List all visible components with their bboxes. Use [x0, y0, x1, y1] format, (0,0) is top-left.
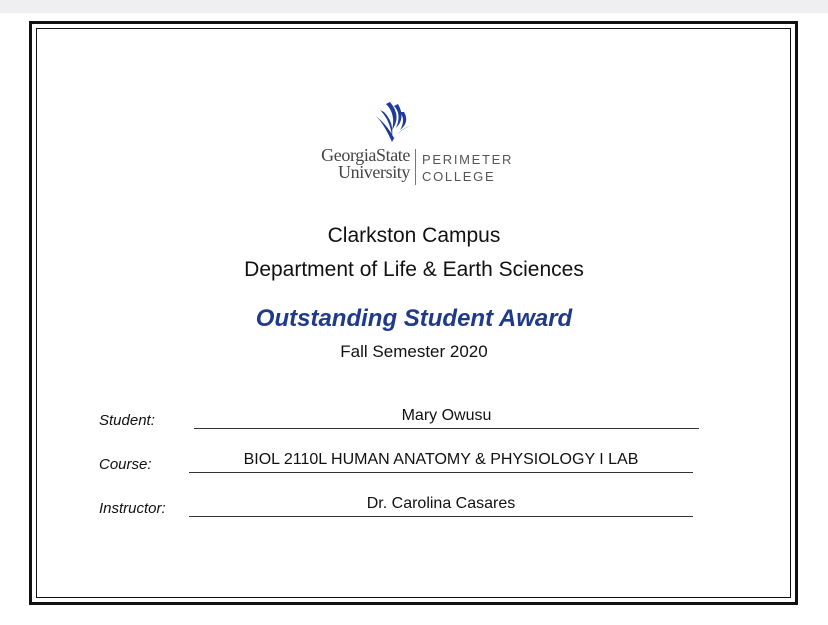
top-strip — [0, 0, 828, 13]
student-name: Mary Owusu — [194, 406, 699, 429]
university-wordmark — [306, 147, 410, 181]
gsu-perimeter-logo — [306, 100, 526, 192]
student-label: Student: — [99, 412, 155, 429]
college-wordmark — [422, 151, 513, 185]
campus-name: Clarkston Campus — [327, 224, 501, 247]
course-name: BIOL 2110L HUMAN ANATOMY & PHYSIOLOGY I LAB — [189, 450, 693, 473]
instructor-name: Dr. Carolina Casares — [189, 494, 693, 517]
university-line2: University — [338, 162, 410, 182]
flame-icon — [370, 100, 414, 146]
university-line1: GeorgiaState — [321, 145, 410, 165]
semester: Fall Semester 2020 — [340, 342, 488, 361]
college-line2: COLLEGE — [422, 169, 496, 184]
award-title: Outstanding Student Award — [255, 305, 573, 332]
department-name: Department of Life & Earth Sciences — [244, 258, 584, 281]
college-line1: PERIMETER — [422, 152, 514, 167]
instructor-label: Instructor: — [99, 500, 166, 517]
course-label: Course: — [99, 456, 152, 473]
logo-divider — [415, 149, 416, 185]
